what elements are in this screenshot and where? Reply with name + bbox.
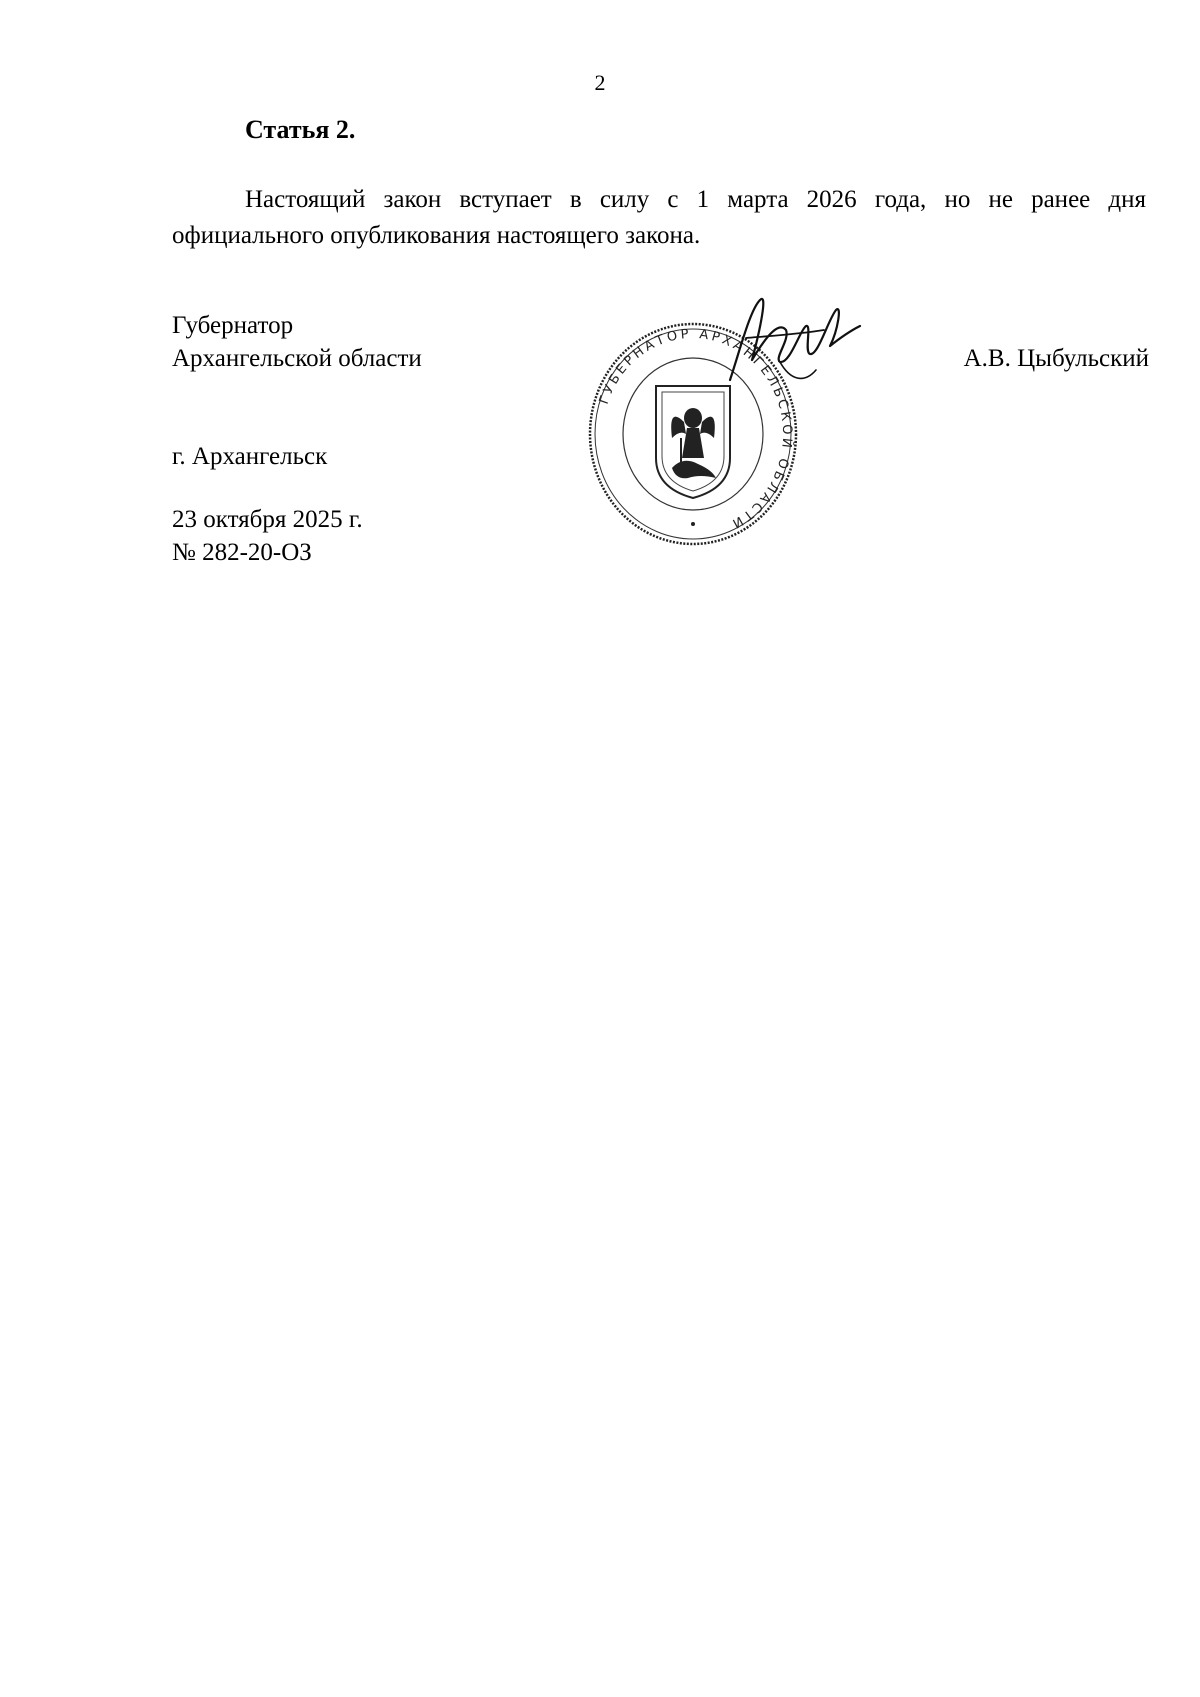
law-number: № 282-20-ОЗ [172,539,312,566]
seal-ring-text: ГУБЕРНАТОР АРХАНГЕЛЬСКОЙ ОБЛАСТИ [596,326,795,532]
signing-date: 23 октября 2025 г. [172,506,363,533]
signatory-position-line2: Архангельской области [172,345,422,372]
article-heading: Статья 2. [245,115,356,144]
page-number: 2 [594,70,606,95]
article-body-text: Настоящий закон вступает в силу с 1 марта 2026 года, но не ранее дня официального опубликования настоящего закона. [172,186,1146,249]
signatory-name: А.В. Цыбульский [963,345,1149,372]
signatory-position-line1: Губернатор [172,312,294,339]
archangel-emblem [671,408,716,478]
handwritten-signature [720,290,870,400]
place-of-signing: г. Архангельск [172,443,328,470]
